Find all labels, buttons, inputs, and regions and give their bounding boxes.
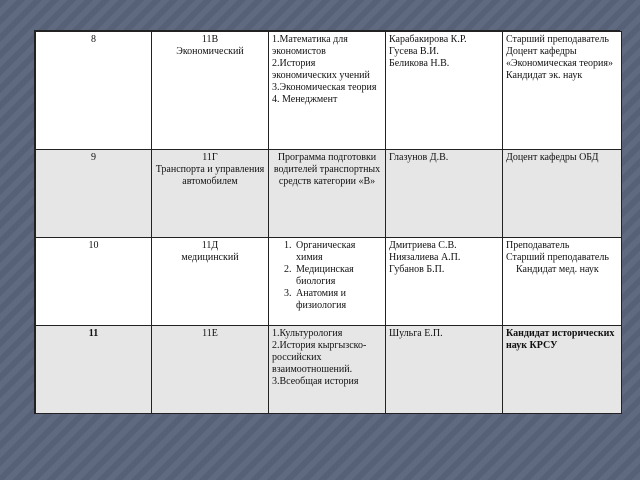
row-number-cell <box>36 326 152 414</box>
row-number-cell <box>36 32 152 150</box>
group-code: 11Е <box>202 328 218 339</box>
teacher-name: Губанов Б.П. <box>389 264 445 275</box>
subject-item: Программа подготовки водителей транспортных средств категории «B» <box>273 152 381 187</box>
teacher-name: Шульга Е.П. <box>389 328 443 339</box>
group-cell <box>152 238 269 326</box>
row-number-cell <box>36 150 152 238</box>
row-number: 8 <box>91 34 96 45</box>
positions-cell <box>503 238 622 326</box>
group-profile: медицинский <box>181 252 239 263</box>
teachers-cell <box>386 238 503 326</box>
subject-item: 2. Медицинская биология <box>294 264 382 288</box>
subjects-cell <box>269 150 386 238</box>
table-row <box>36 32 622 150</box>
teacher-name: Карабакирова К.Р. <box>389 34 467 45</box>
table-row <box>36 238 622 326</box>
subject-item: 3.Экономическая теория <box>272 82 377 93</box>
subject-item: 2.История кыргызско-российских взаимоотношений. <box>272 340 367 375</box>
teacher-name: Гусева В.И. <box>389 46 439 57</box>
group-code: 11Г <box>202 152 218 163</box>
group-code: 11Д <box>201 240 219 251</box>
subjects-cell <box>269 326 386 414</box>
positions-cell <box>503 150 622 238</box>
group-profile: Транспорта и управления автомобилем <box>155 164 265 187</box>
position-item: Доцент кафедры ОБД <box>506 152 599 163</box>
row-number: 9 <box>91 152 96 163</box>
subject-item: 1. Органическая химия <box>294 240 382 264</box>
group-cell <box>152 32 269 150</box>
teacher-name: Ниязалиева А.П. <box>389 252 461 263</box>
position-item: Старший преподаватель <box>506 252 609 263</box>
subject-item: 4. Менеджмент <box>272 94 338 105</box>
teacher-name: Дмитриева С.В. <box>389 240 457 251</box>
teacher-name: Глазунов Д.В. <box>389 152 449 163</box>
teachers-cell <box>386 150 503 238</box>
teachers-cell <box>386 326 503 414</box>
positions-cell <box>503 326 622 414</box>
subject-item: 2.История экономических учений <box>272 58 370 81</box>
teachers-cell <box>386 32 503 150</box>
subjects-cell <box>269 238 386 326</box>
row-number: 10 <box>88 240 99 251</box>
subject-item: 3. Анатомия и физиология <box>294 288 382 312</box>
table-row <box>36 326 622 414</box>
slide-table-container <box>34 30 620 414</box>
position-item: Кандидат мед. наук <box>516 264 599 275</box>
group-code: 11В <box>201 34 219 45</box>
subject-item: 3.Всеобщая история <box>272 376 359 387</box>
schedule-table <box>35 31 622 414</box>
row-number-cell <box>36 238 152 326</box>
group-cell <box>152 150 269 238</box>
subjects-cell <box>269 32 386 150</box>
group-profile: Экономический <box>176 46 244 57</box>
row-number: 11 <box>88 328 99 339</box>
table-row <box>36 150 622 238</box>
subjects-list <box>272 240 382 312</box>
group-cell <box>152 326 269 414</box>
subject-item: 1.Математика для экономистов <box>272 34 348 57</box>
position-item: Кандидат исторических наук КРСУ <box>506 328 615 351</box>
subject-item: 1.Культурология <box>272 328 343 339</box>
position-item: Старший преподаватель <box>506 34 609 45</box>
position-item: Доцент кафедры «Экономическая теория» <box>506 46 613 69</box>
position-item: Преподаватель <box>506 240 570 251</box>
position-item: Кандидат эк. наук <box>506 70 583 81</box>
teacher-name: Беликова Н.В. <box>389 58 450 69</box>
positions-cell <box>503 32 622 150</box>
